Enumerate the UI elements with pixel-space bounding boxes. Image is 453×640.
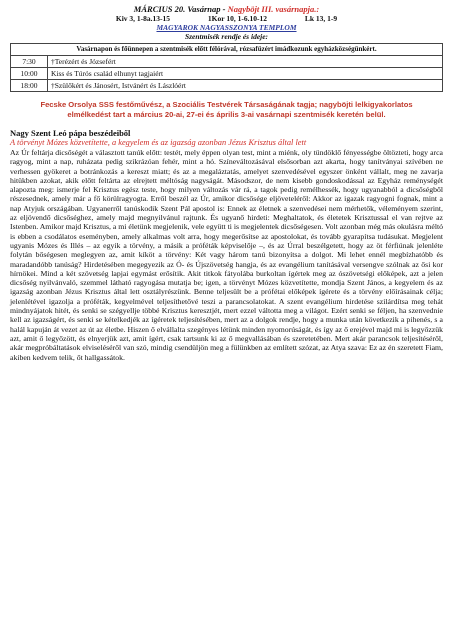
mass-note: Vasárnapon és főünnepen a szentmisék előtt félórával, rózsafüzért imádkozunk egyházközségünkért. (11, 44, 443, 56)
mass-intention: †Terézért és Józsefért (48, 56, 443, 68)
homily-title: Nagy Szent Leó pápa beszédeiből (10, 128, 131, 138)
mass-note-row (11, 44, 443, 56)
homily-text (10, 148, 443, 362)
sunday-name: Nagyböjt III. vasárnapja.: (227, 4, 320, 14)
readings-line (10, 14, 443, 23)
reading-first: Kiv 3, 1-8a.13-15 (115, 14, 171, 23)
mass-order-title: Szentmisék rendje és ideje: (184, 32, 269, 41)
date-header (10, 4, 443, 14)
table-row (11, 80, 443, 92)
mass-table (10, 43, 443, 92)
mass-time: 7:30 (11, 56, 48, 68)
mass-intention: Kiss és Túrós család elhunyt tagjaiért (48, 68, 443, 80)
homily-paragraph: Az Úr feltárja dicsőségét a választott tanúk előtt: testét, mely éppen olyan test, mint a miénk, oly tündöklő fényességbe öltözteti, hogy arca ragyog, mint a nap, ruházata pedig szikrázóan fehér, mint a hó. Színeváltozásával elsősorban azt akarta, hogy tanítványai szívében ne verhessen gyökeret a botránkozás a kereszt miatt; és az a megaláztatás, amelyet szenvedésével egyszer önként vállalt, meg ne zavarja hitükben azokat, akik előtt feltárta az elrejtett méltóság nagyságát. Másodszor, de nem kisebb gondoskodással az Egyház reménységét alapozta meg: ismerje fel Krisztus egész teste, hogy milyen változás vár rá, a tagok pedig remélhessék, hogy ugyanabból a dicsőségből részesednek, amely már a fő körülragyogta. Erről beszél az Úr, amikor dicsősége eljöveteléről: Akkor az igazak ragyogni fognak, mint a nap Atyjuk országában. Ugyanerről tanúskodik Szent Pál apostol is: Ennek az életnek a szenvedései nem mérhetők, véleményem szerint, az eljövendő dicsőséghez, amely majd megnyilvánul rajtunk. És ugyanő hirdeti: Meghaltatok, és életetek Krisztussal el van rejtve az Istenben. Amikor majd Krisztus, a mi életünk megjelenik, vele együtt ti is megjelentek dicsőségesen. Volt azonban még más okulásra méltó is ebben a csodálatos eseményben, amely alkalmas volt arra, hogy megerősítse az apostolokat, és tovább gyarapítsa tudásukat. Megjelent ugyanis Mózes és Illés – az egyik a törvény, a másik a próféták képviselője –, és az Úrral beszélgetett, hogy az öt férfiúnak jelenléte folytán bőségesen meglegyen az, amit kíköt a törvény: Két vagy három tanú bizonyítsa a dolgot. Mi lehet ennél megbízhatóbb és maradandóbb tanúság? Hirdetésében megegyezik az Ó- és Újszövetség hangja, és az evangélium tanításával versengve szólnak az ősi kor hírnökei. Mind a két szövetség lapjai egymást erősítik. Akit titkok fátyolába burkoltan ígértek meg az ószövetségi előképek, azt a jelen dicsőség nyilvánvaló, szemmel látható ragyogása mutatja be; igen, a törvényt Mózes közvetítette, mondja Szent János, a kegyelem és az igazság azonban Jézus Krisztus által lett osztályrészünk. Benne teljesült be a prófétai előképek ígérete és a törvény előírásainak célja; jelenlétével igazolja a próféták, kegyelmével teljesíthetővé teszi a parancsolatokat. A szent evangélium hirdetése szilárdítsa meg tehát mindnyájatok hitét, és senki se szégyellje többé Krisztus keresztjét, mert ezzel váltotta meg a világot. Ezért senki se féljen, ha szenvednie kell az igazságért, és senki se kételkedjék az ígéretek teljesítésében, mert az a dolgok rendje, hogy a munka után következik a pihenés, s a halál kapuján át vezet az út az életbe. Hiszen ő elvállalta szegényes létünk minden nyomorúságát, és így az ő erejével majd mi is legyőzzük azt, amit ő legyőzött, és elnyerjük azt, amit ígért, csak tartsunk ki az ő megvallásában és szeretetében. Mert akár parancsok teljesítéséről, akár megpróbáltatások elviseléséről van szó, mindig csendüljön meg a fülünkben az említett szózat, az Atya szava: Ez az én szeretett Fiam, akiben kedvem telik, őt hallgassátok. (10, 148, 443, 362)
announcement: Fecske Orsolya SSS festőművész, a Szociális Testvérek Társaságának tagja; nagyböjti lelkigyakorlatos elmélkedést tart a március 20-ai, 27-ei és április 3-ai vasárnapi szentmisék keretén belül. (40, 100, 413, 119)
homily-subtitle: A törvényt Mózes közvetítette, a kegyelem és az igazság azonban Jézus Krisztus által lett (10, 138, 307, 147)
reading-gospel: Lk 13, 1-9 (304, 14, 338, 23)
mass-intention: †Szülőkért és Jánosért, Istvánért és Lászlóért (48, 80, 443, 92)
table-row (11, 68, 443, 80)
table-row (11, 56, 443, 68)
mass-time: 18:00 (11, 80, 48, 92)
date-text: MÁRCIUS 20. Vasárnap - (133, 4, 226, 14)
church-name: MAGYAROK NAGYASSZONYA TEMPLOM (156, 23, 297, 32)
mass-time: 10:00 (11, 68, 48, 80)
reading-second: 1Kor 10, 1-6.10-12 (207, 14, 267, 23)
